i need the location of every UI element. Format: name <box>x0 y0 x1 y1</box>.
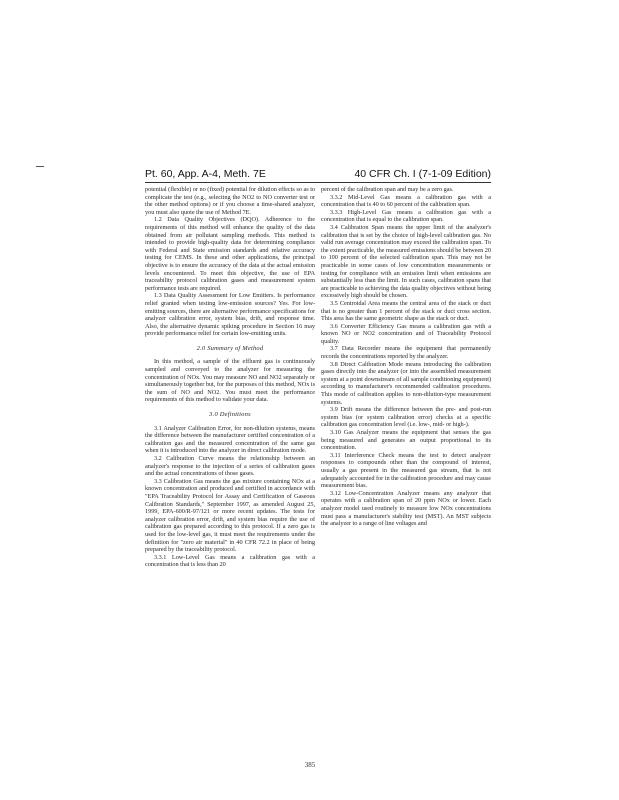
paragraph: 3.3 Calibration Gas means the gas mixture containing NOx at a known concentration and produced and certified in accordance with "EPA Traceability Protocol for Assay and Certification of Gaseous Calibration Standards," September 1997, as amended August 25, 1999, EPA-600/R-97/121 or more recent updates. The tests for analyzer calibration error, drift, and system bias require the use of calibration gas prepared according to this protocol. If a zero gas is used for the low-level gas, it must meet the requirements under the definition for "zero air material" in 40 CFR 72.2 in place of being prepared by the traceability protocol. <box>145 477 315 554</box>
page-number: 385 <box>304 761 316 769</box>
paragraph: 3.6 Converter Efficiency Gas means a calibration gas with a known NO or NO2 concentration and of Traceability Protocol quality. <box>321 322 491 345</box>
margin-tick <box>36 166 44 167</box>
paragraph: 3.3.2 Mid-Level Gas means a calibration gas with a concentration that is 40 to 60 percent of the calibration span. <box>321 193 491 209</box>
paragraph: percent of the calibration span and may be a zero gas. <box>321 186 454 193</box>
paragraph: 3.8 Direct Calibration Mode means introducing the calibration gases directly into the analyzer (or into the assembled measurement system at a point downstream of all sample conditioning equipment) according to manufacturer's recommended calibration procedures. This mode of calibration applies to non-dilution-type measurement systems. <box>321 360 491 406</box>
paragraph: 3.5 Centroidal Area means the central area of the stack or duct that is no greater than 1 percent of the stack or duct cross section. This area has the same geometric shape as the stack or duct. <box>321 299 491 323</box>
paragraph: 3.3.1 Low-Level Gas means a calibration gas with a concentration that is less than 20 <box>145 553 315 569</box>
paragraph: 3.4 Calibration Span means the upper limit of the analyzer's calibration that is set by the choice of high-level calibration gas. No valid run average concentration may exceed the calibration span. To the extent practicable, the measured emissions should be between 20 to 100 percent of the selected calibration span. This may not be practicable in some cases of low concentration measurements or testing for compliance with an emission limit when emissions are substantially less than the limit. In such cases, calibration spans that are practicable to achieving the data quality objectives without being excessively high should be chosen. <box>321 223 491 300</box>
paragraph: In this method, a sample of the effluent gas is continuously sampled and conveyed to the analyzer for measuring the concentration of NOx. You may measure NO and NO2 separately or simultaneously together but, for the purposes of this method, NOx is the sum of NO and NO2. You must meet the performance requirements of this method to validate your data. <box>145 358 315 404</box>
section-heading: 2.0 Summary of Method <box>196 344 264 352</box>
paragraph: 3.7 Data Recorder means the equipment that permanently records the concentrations reported by the analyzer. <box>321 345 491 361</box>
paragraph: 3.11 Interference Check means the test to detect analyzer responses to compounds other than the compound of interest, usually a gas present in the measured gas stream, that is not adequately accounted for in the calibration procedure and may cause measurement bias. <box>321 451 491 490</box>
paragraph: 3.3.3 High-Level Gas means a calibration gas with a concentration that is equal to the calibration span. <box>321 208 491 224</box>
paragraph: 3.1 Analyzer Calibration Error, for non-dilution systems, means the difference between the manufacturer certified concentration of a calibration gas and the measured concentration of the same gas when it is introduced into the analyzer in direct calibration mode. <box>145 424 315 455</box>
paragraph: 3.9 Drift means the difference between the pre- and post-run system bias (or system calibration error) checks at a specific calibration gas concentration level (i.e. low-, mid- or high-). <box>321 406 491 429</box>
section-heading: 3.0 Definitions <box>209 411 251 419</box>
page-header <box>145 168 491 182</box>
paragraph: 3.2 Calibration Curve means the relationship between an analyzer's response to the injection of a series of calibration gases and the actual concentrations of those gases. <box>145 455 315 478</box>
left-column <box>145 186 315 746</box>
right-column <box>321 186 491 746</box>
paragraph: potential (flexible) or no (fixed) potential for dilution effects so as to complicate the test (e.g., selecting the NO2 to NO converter test or the other method options) or if you choose a time-shared analyzer, you must also quote the use of Method 7E. <box>145 186 315 216</box>
paragraph: 1.3 Data Quality Assessment for Low Emitters. Is performance relief granted when testing low-emission sources? Yes. For low-emitting sources, there are alternative performance specifications for analyzer calibration error, system bias, drift, and response time. Also, the alternative dynamic spiking procedure in Section 16 may provide performance relief for certain low-emitting units. <box>145 292 315 338</box>
header-left: Pt. 60, App. A-4, Meth. 7E <box>145 168 266 180</box>
header-rule <box>145 182 491 183</box>
header-right: 40 CFR Ch. I (7-1-09 Edition) <box>354 168 491 180</box>
paragraph: 1.2 Data Quality Objectives (DQO). Adherence to the requirements of this method will enhance the quality of the data obtained from air pollutant sampling methods. This method is intended to provide high-quality data for determining compliance with Federal and State emission standards and relative accuracy testing for CEMS. In these and other applications, the principal objective is to ensure the accuracy of the data at the actual emission levels encountered. To meet this objective, the use of EPA traceability protocol calibration gases and measurement system performance tests are required. <box>145 216 315 292</box>
paragraph: 3.10 Gas Analyzer means the equipment that senses the gas being measured and generates an output proportional to its concentration. <box>321 429 491 452</box>
paragraph: 3.12 Low-Concentration Analyzer means any analyzer that operates with a calibration span of 20 ppm NOx or lower. Each analyzer model used routinely to measure low NOx concentrations must pass a manufacturer's stability test (MST). An MST subjects the analyzer to a range of line voltages and <box>321 489 491 528</box>
